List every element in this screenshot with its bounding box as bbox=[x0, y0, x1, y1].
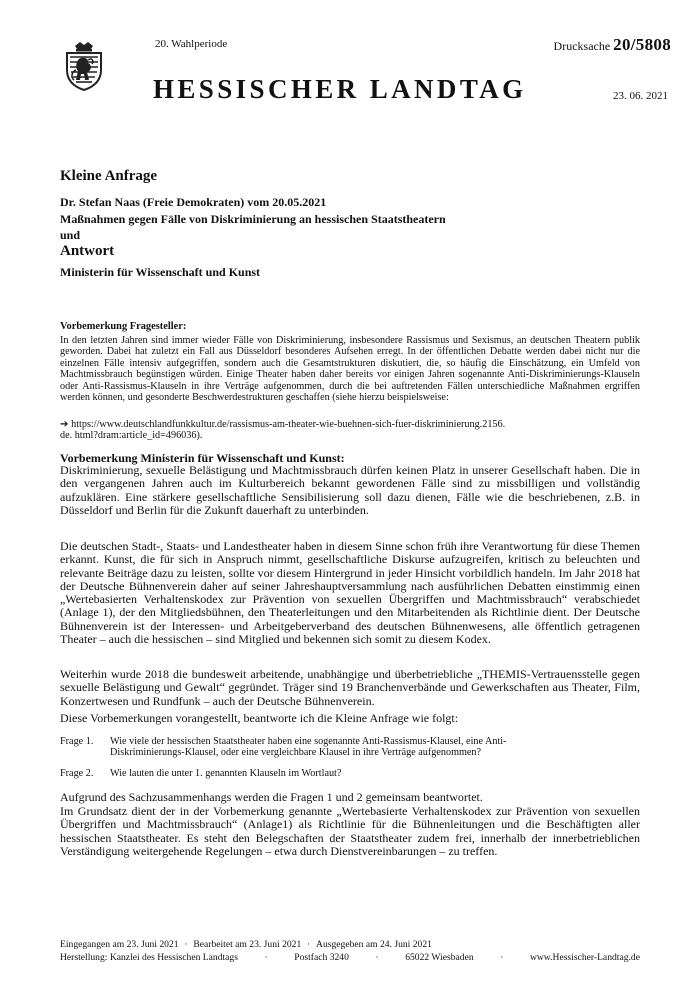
footer-bearbeitet: Bearbeitet am 23. Juni 2021 bbox=[193, 939, 302, 950]
wahlperiode: 20. Wahlperiode bbox=[155, 38, 228, 50]
ministry-line: Ministerin für Wissenschaft und Kunst bbox=[60, 265, 261, 279]
footer-postfach: Postfach 3240 bbox=[294, 952, 349, 963]
footer-herstellung: Herstellung: Kanzlei des Hessischen Landtags bbox=[60, 952, 238, 963]
vorbemerkung-ministerin-p3: Weiterhin wurde 2018 die bundesweit arbeitende, unabhängige und überbetriebliche „THEMIS-Vertrauensstelle gegen sexuelle Belästigung und Gewalt“ gegründet. Träger sind 19 Branchenverbände und Gewerkschaften aus Theater, Film, Konzertwesen und Rundfunk – auch der Deutsche Bühnenverein. bbox=[60, 667, 640, 708]
footer bbox=[60, 938, 640, 964]
subject-line: Maßnahmen gegen Fälle von Diskriminierung an hessischen Staatstheatern bbox=[60, 212, 446, 226]
drucksache-label: Drucksache bbox=[553, 39, 611, 53]
vorbemerkung-ministerin-p4: Diese Vorbemerkungen vorangestellt, beantworte ich die Kleine Anfrage wie folgt: bbox=[60, 711, 459, 725]
frage-text: Wie viele der hessischen Staatstheater haben eine sogenannte Anti-Rassismus-Klausel, eine Anti-Diskriminierungs-Klausel, oder eine vergleichbare Klausel in ihre Verträge aufgenommen? bbox=[110, 736, 507, 759]
antwort-title: Antwort bbox=[60, 243, 115, 259]
author-line: Dr. Stefan Naas (Freie Demokraten) vom 20.05.2021 bbox=[60, 195, 327, 209]
frage-1 bbox=[60, 736, 640, 760]
footer-ausgegeben: Ausgegeben am 24. Juni 2021 bbox=[316, 939, 432, 950]
footer-separator: · bbox=[307, 939, 311, 950]
source-link-line2: de. html?dram:article_id=496036). bbox=[60, 430, 203, 442]
frage-label: Frage 1. bbox=[60, 736, 94, 747]
source-link[interactable] bbox=[60, 419, 640, 442]
footer-separator: · bbox=[500, 952, 504, 963]
frage-2 bbox=[60, 768, 640, 780]
footer-separator: · bbox=[184, 939, 188, 950]
kleine-anfrage-title: Kleine Anfrage bbox=[60, 168, 158, 184]
vorbemerkung-ministerin-p1: Diskriminierung, sexuelle Belästigung und Machtmissbrauch dürfen keinen Platz in unserer Gesellschaft haben. Die in den vergangenen Jahren auch im Kulturbereich bekannt gewordenen Fälle sind zu missbilligen und vollständig aufzuklären. Eine stärkere gesellschaftliche Sensibilisierung soll dazu dienen, Fälle wie die beschriebenen, z.B. in Düsseldorf und Berlin für die Zukunft dauerhaft zu unterbinden. bbox=[60, 463, 640, 517]
footer-dates bbox=[60, 938, 432, 951]
vorbemerkung-fragesteller-heading: Vorbemerkung Fragesteller: bbox=[60, 321, 187, 332]
hessen-coat-of-arms-icon bbox=[63, 40, 105, 92]
document-date: 23. 06. 2021 bbox=[613, 90, 668, 102]
antwort-p1: Aufgrund des Sachzusammenhangs werden die Fragen 1 und 2 gemeinsam beantwortet. bbox=[60, 790, 483, 804]
frage-label: Frage 2. bbox=[60, 768, 94, 779]
footer-ort: 65022 Wiesbaden bbox=[405, 952, 474, 963]
vorbemerkung-ministerin-heading: Vorbemerkung Ministerin für Wissenschaft und Kunst: bbox=[60, 451, 345, 465]
drucksache-value: 20/5808 bbox=[613, 35, 671, 54]
footer-separator: · bbox=[264, 952, 268, 963]
antwort-p2: Im Grundsatz dient der in der Vorbemerkung genannte „Wertebasierte Verhaltenskodex zur Prävention von sexuellen Übergriffen und Machtmissbrauch“ (Anlage1) als Richtlinie für die Bühnenleitungen und die Beschäftigten aller hessischen Staatstheater. Es steht den Belegschaften der Staatstheater zudem frei, innerhalb der innerbetrieblichen Verständigung weitergehende Regelungen – etwa durch Dienstvereinbarungen – zu treffen. bbox=[60, 804, 640, 858]
footer-separator: · bbox=[375, 952, 379, 963]
arrow-right-icon: ➔ bbox=[60, 419, 69, 430]
footer-imprint bbox=[60, 951, 640, 964]
und-line: und bbox=[60, 228, 81, 242]
footer-website-link[interactable]: www.Hessischer-Landtag.de bbox=[529, 952, 640, 963]
source-link-line1: https://www.deutschlandfunkkultur.de/rassismus-am-theater-wie-buehnen-sich-fuer-diskriminierung.2156. bbox=[71, 419, 506, 430]
footer-eingegangen: Eingegangen am 23. Juni 2021 bbox=[60, 939, 179, 950]
vorbemerkung-fragesteller-text: In den letzten Jahren sind immer wieder Fälle von Diskriminierung, insbesondere Rassismus und Sexismus, an deutschen Theatern publik geworden. Dabei hat zuletzt ein Fall aus Düsseldorf besonderes Aufsehen erregt. In der öffentlichen Debatte werden dabei nicht nur die einzelnen Fälle intensiv aufgegriffen, sondern auch die Gesamtstrukturen diskutiert, die, so häufig die Einschätzung, ein Umfeld von Machtmissbrauch begünstigen würden. Einige Theater haben daher bereits vor einigen Jahren sogenannte Anti-Diskriminierungs-Klauseln oder Anti-Rassismus-Klauseln in ihre Verträge aufgenommen, durch die bei auftretenden Fällen unterschiedliche Maßnahmen ergriffen werden können, und gesonderte Beschwerdestrukturen geschaffen (siehe hierzu beispielsweise: bbox=[60, 335, 640, 404]
page-title: HESSISCHER LANDTAG bbox=[153, 74, 527, 104]
frage-text: Wie lauten die unter 1. genannten Klauseln im Wortlaut? bbox=[110, 768, 342, 779]
vorbemerkung-ministerin-p2: Die deutschen Stadt-, Staats- und Landestheater haben in diesem Sinne schon früh ihre Verantwortung für diese Themen erkannt. Kunst, die für sich in Anspruch nimmt, gesellschaftliche Diskurse aufzugreifen, kritisch zu beleuchten und relevante Beiträge dazu zu leisten, sollte vor diesem Hintergrund in jeder Hinsicht vorbildlich handeln. Im Jahr 2018 hat der Deutsche Bühnenverein daher auf seiner Jahreshauptversammlung nach ausführlichen Debatten einstimmig einen „Wertebasierten Verhaltenskodex zur Prävention von sexuellen Übergriffen und Machtmissbrauch“ verabschiedet (Anlage 1), der den Mitgliedsbühnen, den Theaterleitungen und den Mitarbeitenden als Richtlinie dient. Der Deutsche Bühnenverein ist der Interessen- und Arbeitgeberverband des deutschen Bühnenwesens, alle öffentlich getragenen Theater – auch die hessischen – sind Mitglied und bekennen sich somit zu diesem Kodex. bbox=[60, 539, 640, 647]
drucksache-number bbox=[554, 35, 671, 55]
